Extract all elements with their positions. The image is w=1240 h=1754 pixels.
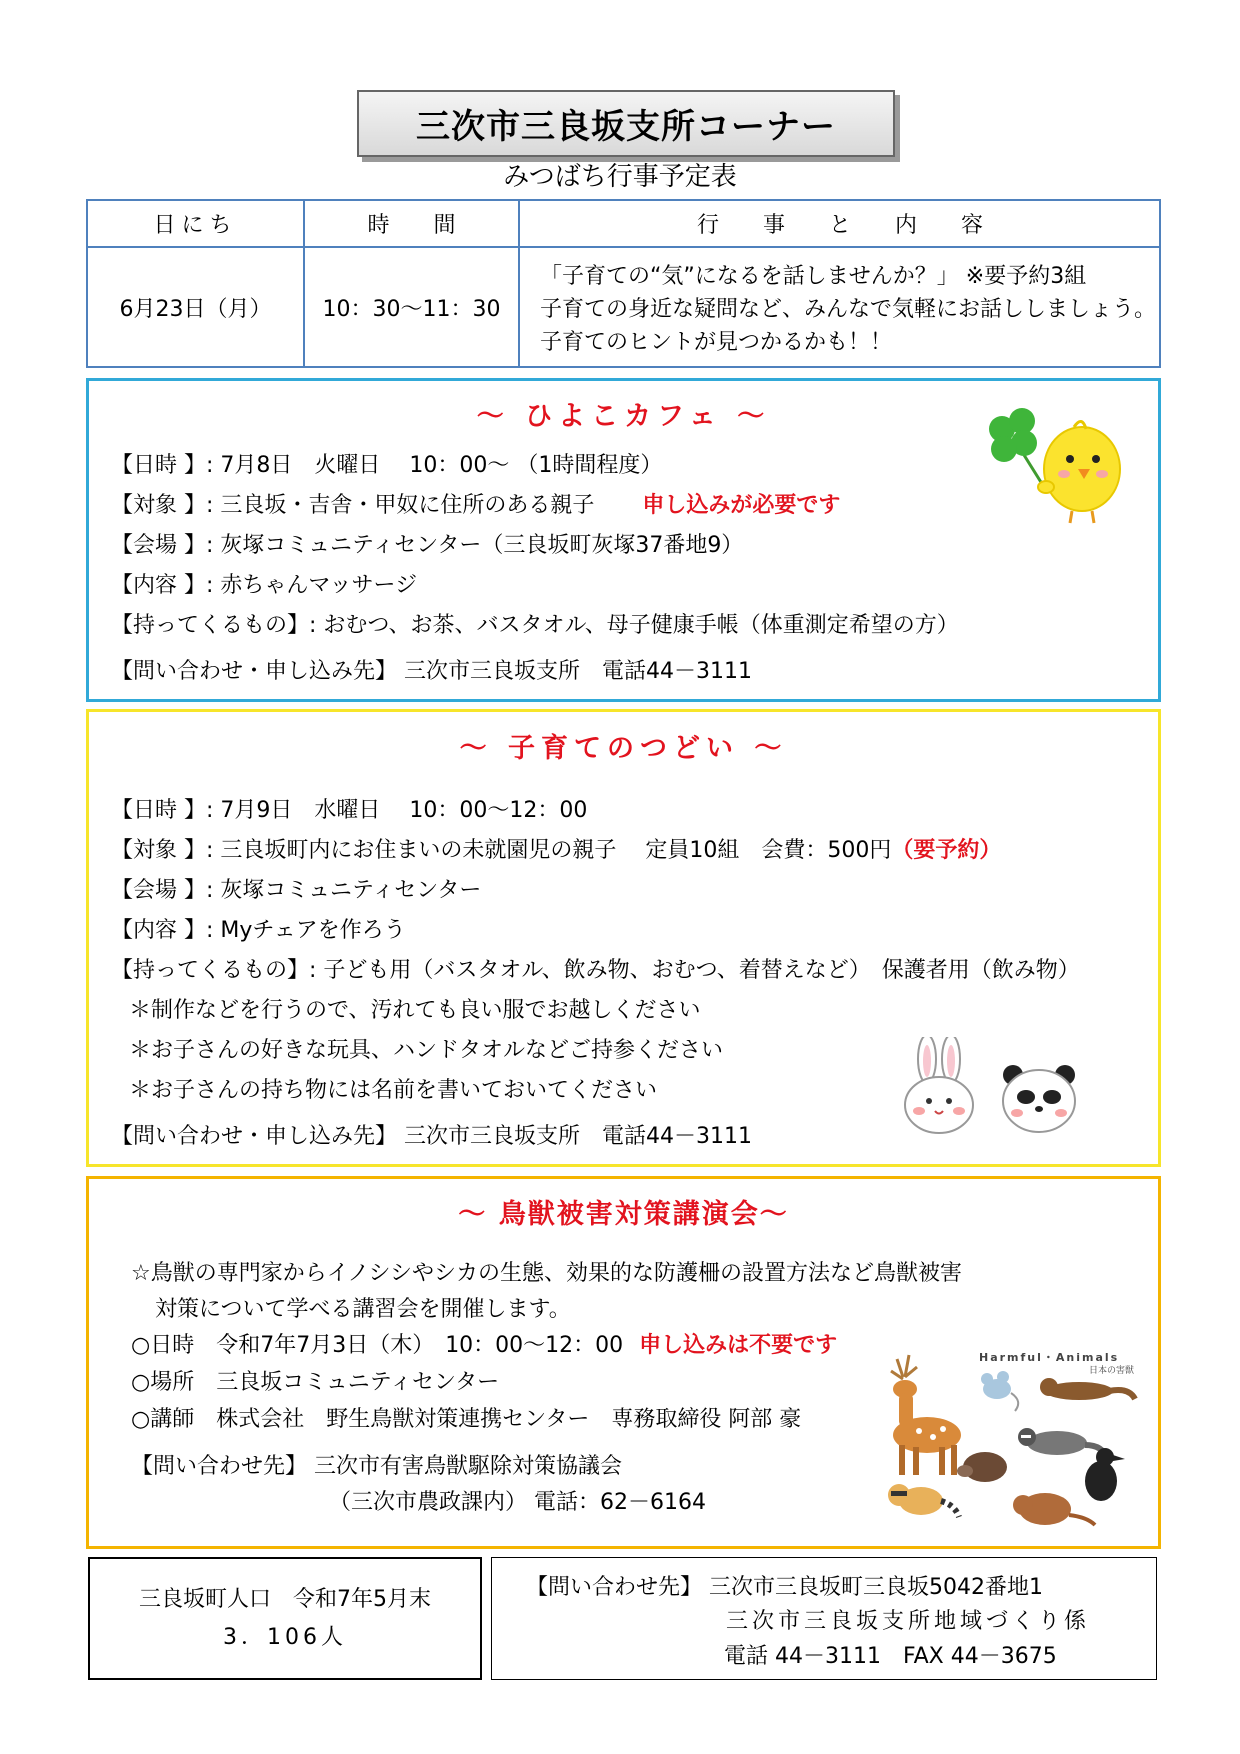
contact-address: 【問い合わせ先】 三次市三良坂町三良坂5042番地1 — [526, 1575, 1043, 1600]
tsudoi-target-text: 【対象 】: 三良坂町内にお住まいの未就園児の親子 定員10組 会費：500円 — [111, 838, 892, 863]
schedule-content-line: 子育ての身近な疑問など、みんなで気軽にお話ししましょう。 — [540, 297, 1157, 322]
tsudoi-target-note: （要予約） — [891, 838, 1002, 863]
hiyoko-inquiry: 【問い合わせ・申し込み先】 三次市三良坂支所 電話44－3111 — [111, 659, 752, 684]
rat-icon — [981, 1371, 1018, 1411]
chick-icon — [1038, 421, 1120, 523]
hiyoko-cafe-title: ～ ひよこカフェ ～ — [476, 401, 771, 432]
kosodate-tsudoi-title: ～ 子育てのつどい ～ — [459, 733, 788, 764]
tsudoi-note: ＊制作などを行うので、汚れても良い服でお越しください — [129, 998, 701, 1023]
harmful-animals-caption: Harmful・Animals — [979, 1351, 1120, 1364]
raccoon-icon — [888, 1484, 959, 1517]
chick-clover-illustration — [974, 399, 1134, 529]
lecture-place: ○場所 三良坂コミュニティセンター — [131, 1370, 500, 1395]
column-header-time: 時 間 — [367, 213, 456, 238]
clover-icon — [989, 408, 1044, 487]
deer-icon — [891, 1355, 961, 1475]
contact-phone-fax: 電話 44－3111 FAX 44－3675 — [724, 1644, 1057, 1669]
tsudoi-note: ＊お子さんの好きな玩具、ハンドタオルなどご持参ください — [129, 1038, 724, 1063]
lecture-inquiry: 【問い合わせ先】 三次市有害鳥獣駆除対策協議会 — [131, 1454, 622, 1479]
wildlife-lecture-section — [86, 1176, 1161, 1549]
schedule-table — [86, 199, 1161, 368]
hiyoko-target-text: 【対象 】: 三良坂・吉舎・甲奴に住所のある親子 — [111, 493, 595, 518]
weasel-icon — [1040, 1378, 1135, 1400]
lecture-intro: 対策について学べる講習会を開催します。 — [155, 1297, 571, 1322]
lecture-title: ～ 鳥獣被害対策講演会～ — [458, 1199, 789, 1230]
tsudoi-venue: 【会場 】: 灰塚コミュニティセンター — [111, 878, 482, 903]
schedule-content-line: 子育てのヒントが見つかるかも！！ — [540, 330, 893, 355]
crow-icon — [1085, 1448, 1125, 1501]
harmful-animals-subcaption: 日本の害獣 — [1089, 1366, 1135, 1376]
boar-icon — [957, 1452, 1007, 1482]
page-subtitle: みつばち行事予定表 — [503, 162, 737, 192]
hiyoko-venue: 【会場 】: 灰塚コミュニティセンター（三良坂町灰塚37番地9） — [111, 533, 744, 558]
hiyoko-datetime: 【日時 】: 7月8日 火曜日 10：00～ （1時間程度） — [111, 453, 663, 478]
hiyoko-cafe-section — [86, 378, 1161, 702]
hiyoko-bring: 【持ってくるもの】: おむつ、お茶、バスタオル、母子健康手帳（体重測定希望の方） — [111, 613, 959, 638]
hiyoko-target — [111, 488, 840, 519]
lecture-datetime-note: 申し込みは不要です — [639, 1333, 838, 1358]
tsudoi-inquiry: 【問い合わせ・申し込み先】 三次市三良坂支所 電話44－3111 — [111, 1124, 752, 1149]
nutria-icon — [1013, 1493, 1095, 1525]
hiyoko-target-note: 申し込みが必要です — [642, 493, 841, 518]
schedule-date: 6月23日（月） — [119, 296, 272, 322]
column-header-content: 行 事 と 内 容 — [696, 213, 983, 238]
harmful-animals-illustration — [869, 1349, 1139, 1534]
tsudoi-content: 【内容 】: Myチェアを作ろう — [111, 918, 406, 943]
tsudoi-target — [111, 833, 1001, 864]
population-box — [88, 1557, 482, 1680]
lecture-intro: ☆鳥獣の専門家からイノシシやシカの生態、効果的な防護柵の設置方法など鳥獣被害 — [131, 1261, 962, 1286]
contact-box — [491, 1557, 1157, 1680]
hiyoko-content: 【内容 】: 赤ちゃんマッサージ — [111, 573, 418, 598]
rabbit-panda-illustration — [899, 1037, 1099, 1137]
panda-icon — [1003, 1065, 1075, 1132]
lecture-lecturer: ○講師 株式会社 野生鳥獣対策連携センター 専務取締役 阿部 豪 — [131, 1407, 802, 1432]
civet-icon — [1018, 1428, 1107, 1459]
population-value: 3．106人 — [223, 1624, 347, 1650]
column-header-date: 日にち — [153, 213, 238, 238]
population-label: 三良坂町人口 令和7年5月末 — [139, 1586, 431, 1612]
page-title-text: 三次市三良坂支所コーナー — [416, 107, 836, 147]
page-title — [357, 90, 895, 157]
schedule-content-line: 「子育ての“気”になるを話しませんか？」 ※要予約3組 — [540, 264, 1087, 289]
contact-office: 三次市三良坂支所地域づくり係 — [726, 1609, 1091, 1634]
lecture-inquiry-phone: （三次市農政課内） 電話：62－6164 — [329, 1490, 706, 1515]
tsudoi-note: ＊お子さんの持ち物には名前を書いておいてください — [129, 1078, 658, 1103]
tsudoi-bring: 【持ってくるもの】: 子ども用（バスタオル、飲み物、おむつ、着替えなど） 保護者用（飲み物） — [111, 958, 1080, 983]
tsudoi-datetime: 【日時 】: 7月9日 水曜日 10：00～12：00 — [111, 798, 588, 823]
rabbit-icon — [905, 1037, 973, 1133]
kosodate-tsudoi-section — [86, 709, 1161, 1167]
lecture-datetime-text: ○日時 令和7年7月3日（木） 10：00～12：00 — [131, 1333, 624, 1358]
lecture-datetime — [131, 1328, 837, 1359]
schedule-time: 10：30～11：30 — [322, 296, 501, 322]
